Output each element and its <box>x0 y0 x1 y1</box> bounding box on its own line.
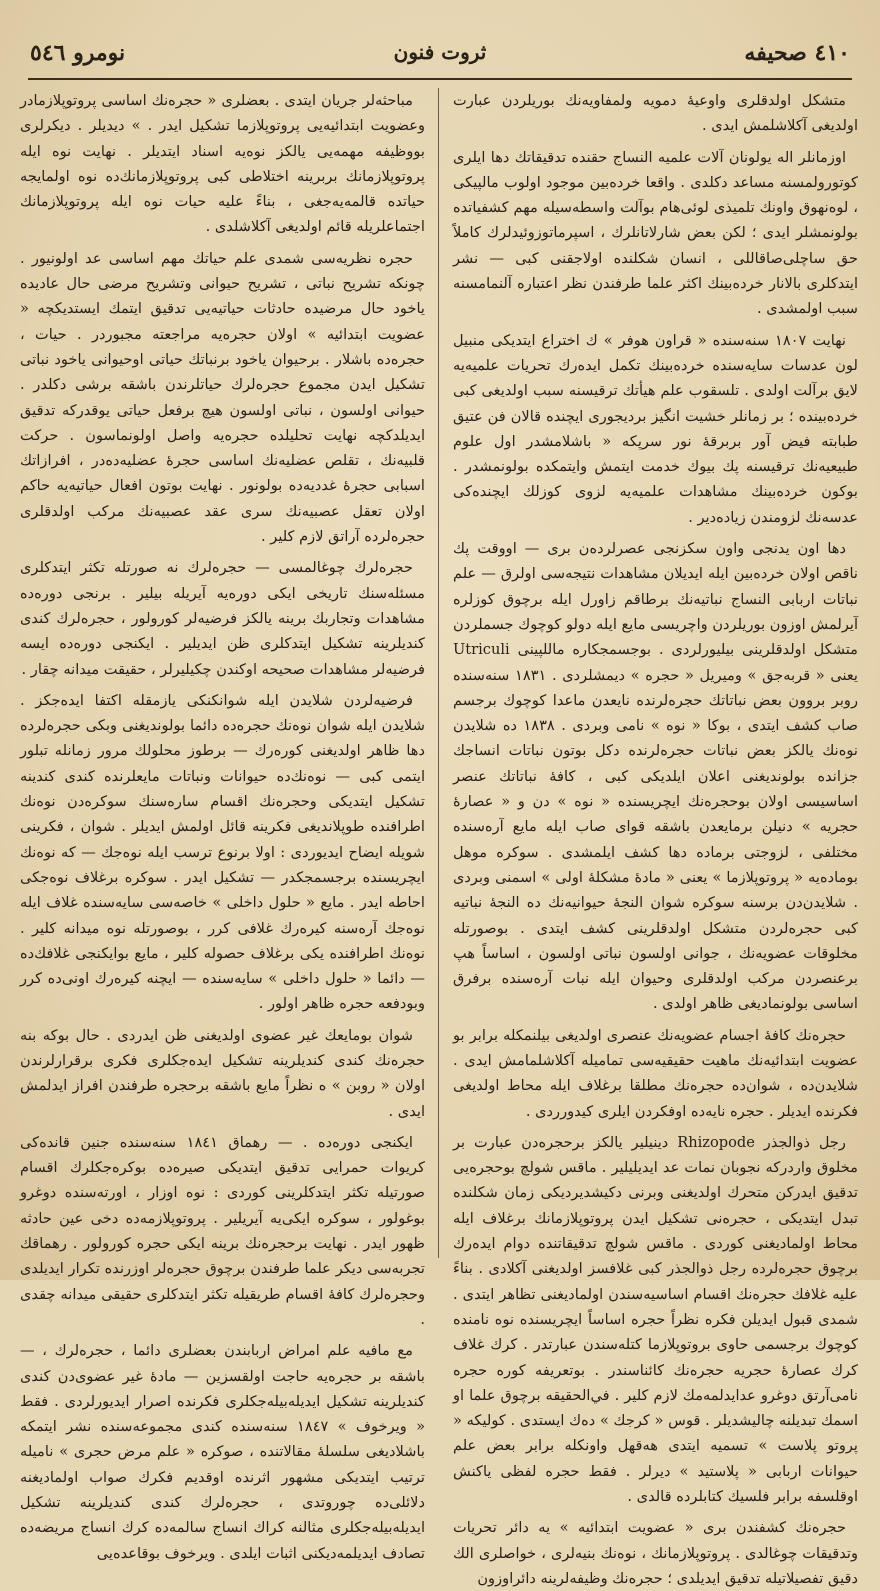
page-number-block <box>744 40 850 66</box>
issue-label: نومرو <box>73 40 126 66</box>
paragraph: مباحثه‌لر جریان ایتدی . بعضلری « حجره‌نك اساسی پروتوپلازمادر وعضویت ابتدائیه‌یی پروتوپلازما تشكیل ایدر . » دیدیلر . دیكرلری بووظیفه مهمه‌یی یالكز نوه‌یه اسناد ایتدیلر . نهایت نوه ایله پروتوپلازمانك بربرینه اختلاطی كبی پروتوپلازمانك‌ده نوه اولمایجه حیاتده قالمه‌یه‌جغی ، بناءً علیه حیات نوه ایله پروتوپلازمانك اجتماعلریله قائم اولدیغی آكلاشلدی . <box>20 92 425 236</box>
paragraph: ایكنجی دوره‌ده . — رهماق ۱۸٤۱ سنه‌سنده جنین قانده‌كی كریوات حمرایی تدقیق ایتدیكی صیره‌ده بوكره‌جكلرك اقسام صورتیله تكثر ایتدكلرینی كوردی : نوه اوزار ، اورته‌سنده دوغرو بوغولور ، سوكره ایكی‌یه آیریلیر . پروتوپلازمه‌ده دخی عین حادثه ظهور ایدر . نهایت برحجره‌نك برینه ایكی حجره كورولور . رهماقك تجربه‌سی دیكر علما طرفندن برچوق حجره‌لر اوزرنده تكرار ایدیلدی وحجره‌لرك كافهٔ اقسام طریقیله تكثر ایتدكلری حقیقی میدانه چقدی . <box>20 1133 425 1328</box>
paragraph: حجره نظریه‌سی شمدی علم حیاتك مهم اساسی عد اولونیور . چونكه تشریح نباتی ، تشریح حیوانی وتشریح مرضی حال عادیده یاخود حال مرضیده حادثات حیاتیه‌یی تدقیق ایتمك ایستدیكچه « عضویت ابتدائیه » اولان حجره‌یه مراجعته مجبوردر . حیات ، حجره‌ده باشلار . برحیوان یاخود برنباتك حیاتی اوحیوانی یاخود نباتی تشكیل ایدن مجموع حجره‌لرك حیاتلرندن باشقه برشی دكلدر . حیوانی اولسون ، نباتی اولسون هیچ برفعل حیاتی یوقدركه تدقیق ایدیلدكچه نهایت تحلیلده حجره‌یه واصل اولونماسون . حركت قلبیه‌نك ، تقلص عضلیه‌نك اساسی حجرهٔ عضلیه‌ده‌در ، افرازاتك اسبابی حجرهٔ غددیه‌ده بولونور . نهایت بوتون افعال حیاتیه‌یه حاكم اولان تعقل عصبیه‌نك سری عقد عصبیه‌نك مركب اولدقلری حجره‌لرده آراتق لازم كلیر . <box>20 249 425 546</box>
paragraph: متشكل اولدقلری واوعیهٔ دمویه ولمفاویه‌نك بوریلردن عبارت اولدیغی آكلاشلمش ایدی . <box>453 92 858 135</box>
paragraph: حجره‌لرك چوغالمسی — حجره‌لرك نه صورتله تكثر ایتدكلری مسئله‌سنك تاریخی ایكی دوره‌یه آیریله بیلیر . برنجی دوره‌ده مشاهدات وتجاربك برینه یالكز فرضیه‌لر كورولور ، حجره‌لرك كندی كندیلرینه تشكیل ایتدكلری ظن ایدیلیر . ایكنجی دوره‌ده ایسه فرضیه‌لر مشاهدات صحیحه اوكندن چكیلیرلر ، حقیقت میدانه چقار . <box>20 559 425 678</box>
journal-title: ثروت فنون <box>393 40 487 64</box>
paragraph: مع مافیه علم امراض اربابندن بعضلری دائما ، حجره‌لرك ، — باشقه بر حجره‌یه حاجت اولقسزین — مادهٔ غیر عضوی‌دن كندی كندیلرینه تشكیل ایدیله‌بیله‌جكلری فكرنده اصرار ایدیورلردی . فقط « ویرخوف » ۱۸٤۷ سنه‌سنده كندی مجموعه‌سنده نشر ایتمكه باشلادیغی سلسلهٔ مقالاتنده ، صوكره « علم مرض حجری » نامیله ترتیب ایتدیكی مشهور اثرنده اوقدیم فكرك صواب اولمادیغنه دلائلی‌ده چوروتدی ، حجره‌لرك كندی كندیلرینه تشكیل ایدیله‌بیله‌جكلری مثالنه كراك انساج سالمه‌ده كرك انساج مریضه‌ده تصادف ایدیلمه‌دیكنی اثبات ایلدی . ویرخوف بوقاعده‌یی <box>20 1342 425 1562</box>
paragraph: فرضیه‌لردن شلایدن ایله شوانكنكی یازمقله اكتفا ایده‌جكز . شلایدن ایله شوان نوه‌نك حجره‌ده دائما بولوندیغنی وبكی حجره‌لرده دها ظاهر اولدیغنی كوره‌رك — برطوز محلولك مرور زمانله تبلور ایتمی كبی — نوه‌نك‌ده حیوانات ونباتات مایعلرنده كندی كندینه تشكیل ایتدیكی وحجره‌نك اقسام ساره‌سنك سوكره‌دن نوه‌نك اطرافنده طوپلاندیغی فكرینه قائل اولمش ایدیلر . شوان ، فكرینی شویله ایضاح ایدیوردی : اولا برنوع ترسب ایله نوه‌جك — كه نوه‌نك ایچریسنده برجسمجكدر — تشكیل ایدر . سوكره برغلاف نوه‌جكی احاطه ایدر . مایع « حلول داخلی » خاصه‌سی سایه‌سنده غلاف ایله نوه‌جك آره‌سنه كیره‌رك غلافی كرر ، بوصورتله نوه میدانه كلیر . نوه‌نك اطرافنده یكی برغلاف حصوله كلیر ، مایع بوایكنجی غلافك‌ده — دائما « حلول داخلی » سایه‌سنده — ایچنه كیره‌رك اونی‌ده كرر وبودفعه حجره ظاهر اولور . <box>20 691 425 1013</box>
paragraph: دها اون یدنجی واون سكزنجی عصرلرده‌ن بری — اووقت پك ناقص اولان خرده‌بین ایله ایدیلان مشاهدات نتیجه‌سی اولرق — علم نباتات اربابی النساج نباتیه‌نك برطاقم زاورل ایله برچوق كوزلره آیرلمش اوزون بوریلردن واچریسی مایع ایله دولو كوچوك جسملردن متشكل اولدقلرینی بیلیورلردی . بوجسمجكاره ماللپینی Utriculi یعنی « قربه‌جق » ومیریل « حجره » دیمشلردی . ۱۸۳۱ سنه‌سنده روبر بروون بعض نباتاتك حجره‌لرنده نایعدن ماعدا كوچوك برجسم صاب كشف ایتدی ، بوكا « نوه » نامی وبردی . ۱۸۳۸ ده شلایدن نوه‌نك یالكز بعض نباتات حجره‌لرنده دكل بوتون نباتات انساجك جزانده بولوندیغنی اعلان ایلدیكی كبی ، كافهٔ نباتاتك عنصر اساسیسی اولان بوحجره‌نك ایچریسنده‌ « نوه » دن و « عصارهٔ حجریه » دنیلن برمایعدن باشقه قوای صاب ایله مایع آره‌سنده مختلفی ، لزوجتی برماده دها كشف ایلمشدی . سوكره موهل بوماده‌یه « پروتوپلازما » یعنی « مادهٔ مشكلهٔ اولی » اسمنی وبردی . شلایدن‌دن برسنه سوكره شوان النجهٔ حیوانیه‌نك ده النجهٔ نباتیه كبی حجره‌لردن متشكل اولدقلرینی كشف ایتدی . بوصورتله مخلوقات عضویه‌نك ، جوانی اولسون نباتی اولسون ، اساساً هپ برعنصردن مركب اولدقلری وحیوان ایله نبات آره‌سنده برفرق اساسی بولونمادیغی ظاهر اولدی . <box>453 540 858 1013</box>
issue-number: ٥٤٦ <box>30 40 66 66</box>
header-rule <box>28 78 852 80</box>
paragraph: حجره‌نك كشفندن بری « عضویت ابتدائیه » یه دائر تحریات وتدقیقات چوغالدی . پروتوپلازمانك ، نوه‌نك بنیه‌لری ، خواصلری الك دقیق تفصیلاتیله تدقیق ایدیلدی ؛ حجره‌نك وظیفه‌لرینه دائراوزون <box>453 1519 858 1587</box>
page-number: ٤١٠ <box>814 40 850 66</box>
paragraph: حجره‌نك كافهٔ اجسام عضویه‌نك عنصری اولدیغی بیلنمكله برابر بو عضویت ابتدائیه‌نك ماهیت حقیقیه‌سی تمامیله آكلاشلمامش ایدی . شلایدن‌ده ، شوان‌ده حجره‌نك مطلقا برغلاف ایله محاط اولدیغی فكرنده ایدیلر . حجره نایه‌ده اوفكردن ایلری كیدورردی . <box>453 1026 858 1120</box>
left-column <box>20 88 425 1562</box>
paragraph: نهایت ۱۸۰۷ سنه‌سنده « قراون هوفر » ك اختراع ایتدیكی منبیل لون عدسات سایه‌سنده خرده‌بینك تكمل ایده‌رك تحریات علمیه‌یه لایق برآلت اولدی . تلسقوب علم هیأتك ترقیسنه سبب اولدیغی كبی خرده‌بینده ؛ بر زمانلر خشیت انگیز بردیجوری ایچنده قالان فن عتیق طبابته فیض آور بربرقهٔ نور سرپكه « باشلامشدر اول علوم طبیعیه‌نك ترقیسنه پك بیوك خدمت ایتمش وایتمكده بولونمشدر . بوكون خرده‌بینك مشاهدات علمیه‌یه لزوی كوزلك ایچنده‌كی عدسه‌نك لزومندن زیاده‌دیر . <box>453 331 858 526</box>
paragraph: رجل ذوالجذر Rhizopode دینیلیر یالكز برحجره‌دن عبارت بر مخلوق واردركه نجوبان نمات عد ایدیلیلیر . ماقس شولچ بوحجره‌یی تدقیق ایدركن متحرك اولدیغنی وبرنی دكیشدیرد‌یكی زمان شكلنده تبدل ایتدیكی ، حجره‌نی تشكیل ایدن پروتوپلازمانك برغلاف ایله محاط اولمادیغنی كوردی . ماقس شولچ تدقیقاتنده دوام ایده‌رك برچوق حجره‌لرده رجل ذوالجذر كبی غلافسز اولدیغنی آكلادی . بناءً علیه غلافك حجره‌نك اقسام اساسیه‌سندن اولمادیغنی تظاهر ایتدی . شمدی قبول ایدیلن فكره نظراً حجره اساساً ایچریسنده نوه نامنده كوچوك برجسمی حاوی بروتوپلازما كتله‌سندن عبارتدر . كرك غلاف كرك عصارهٔ حجریه حجره‌نك كائناسندر . بوتعریفه كوره حجره نامی‌آرتق دوغرو عدایدلمه‌مك لازم كلیر . في‌الحقیقه برچوق علما او اسمك تبدیلنه چالیشدیلر . قوس « كرجك » ده‌ك ایستدی . كولیكه « پروتو پلاست » تسمیه ایتدی هه‌قهل واونكله برابر بعض علم حیوانات اربابی « پلاستید » دیرلر . فقط حجره لفظی یاكنش اوقلسفه برابر فلسیك كتابلرده قالدی . <box>453 1133 858 1506</box>
column-divider <box>438 88 439 1258</box>
right-column <box>453 88 858 1587</box>
page-label: صحیفه <box>744 40 807 66</box>
paragraph: شوان بومایعك غیر عضوی اولدیغنی ظن ایدردی . حال بوكه بنه حجره‌نك كندی كندیلرینه تشكیل ایده‌جكلری فكری برقرارلرندن اولان « روبن » ه نظراً مایع باشقه برحجره طرفندن افراز ایدلمش ایدی . <box>20 1026 425 1120</box>
issue-block <box>30 40 125 66</box>
paragraph: اوزمانلر اله یولونان آلات علمیه النساج حقنده تدقیقاتك دها ایلری كوتورولمسنه مساعد دكلدی . واقعا خرده‌بین موجود اولوب مالپیكی ، لوه‌نهوق واونك تلمیذی لوئی‌هام بوآلت واسطه‌سیله مهم كشفیاتده بولونمشلر ایدی ؛ لكن بعض شارلاتانلرك ، اسپرماتوزوئیدلرك كاملاً حق ساچلی‌صاقاللی ، انسان شكلنده اولاجقنی كبی — نشر ایتدكلری بالانار خرده‌بینك اكثر علما طرفندن نظر اعتباره آلنمامسنه سبب اولمشدی . <box>453 148 858 318</box>
